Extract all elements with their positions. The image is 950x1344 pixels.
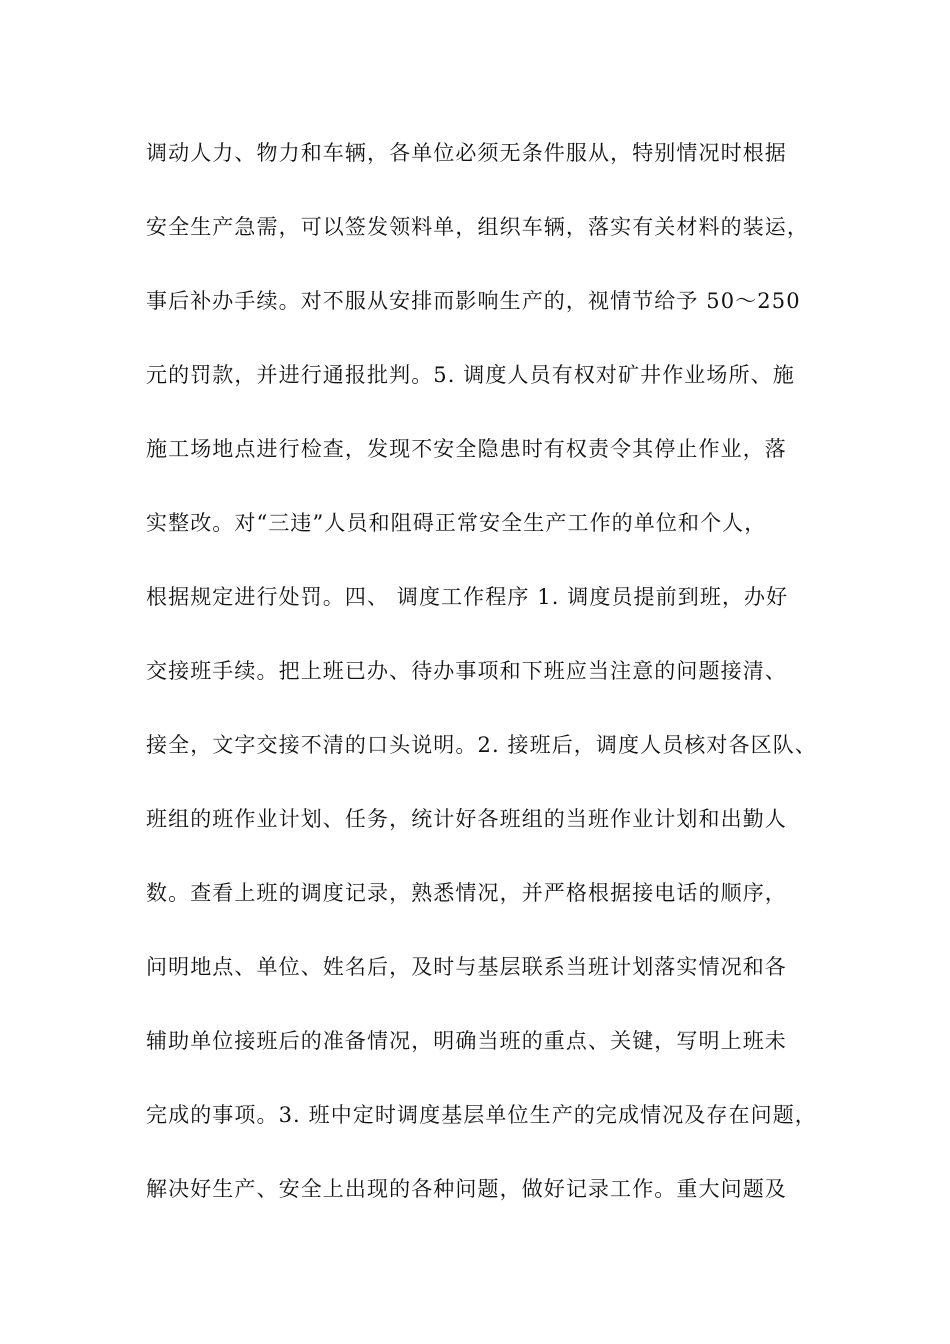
- text-line: 事后补办手续。对不服从安排而影响生产的，视情节给予 50～250: [146, 289, 801, 313]
- text-line: 交接班手续。把上班已办、待办事项和下班应当注意的问题接清、: [146, 659, 787, 683]
- text-line: 班组的班作业计划、任务，统计好各班组的当班作业计划和出勤人: [146, 807, 787, 831]
- text-line: 解决好生产、安全上出现的各种问题，做好记录工作。重大问题及: [146, 1177, 787, 1201]
- text-line: 施工场地点进行检查，发现不安全隐患时有权责令其停止作业，落: [146, 437, 787, 461]
- text-line: 调动人力、物力和车辆，各单位必须无条件服从，特别情况时根据: [146, 141, 787, 165]
- text-line: 辅助单位接班后的准备情况，明确当班的重点、关键，写明上班未: [146, 1029, 787, 1053]
- text-line: 实整改。对“三违”人员和阻碍正常安全生产工作的单位和个人，: [146, 511, 767, 535]
- text-line: 完成的事项。3. 班中定时调度基层单位生产的完成情况及存在问题，: [146, 1103, 817, 1127]
- text-line: 元的罚款，并进行通报批判。5. 调度人员有权对矿井作业场所、施: [146, 363, 795, 387]
- text-line: 数。查看上班的调度记录，熟悉情况，并严格根据接电话的顺序，: [146, 881, 787, 905]
- text-line: 安全生产急需，可以签发领料单，组织车辆，落实有关材料的装运，: [146, 215, 809, 239]
- text-line: 问明地点、单位、姓名后，及时与基层联系当班计划落实情况和各: [146, 955, 787, 979]
- text-line: 接全，文字交接不清的口头说明。2. 接班后，调度人员核对各区队、: [146, 733, 817, 757]
- text-line: 根据规定进行处罚。四、 调度工作程序 1. 调度员提前到班，办好: [146, 585, 789, 609]
- body-text: [146, 134, 846, 1244]
